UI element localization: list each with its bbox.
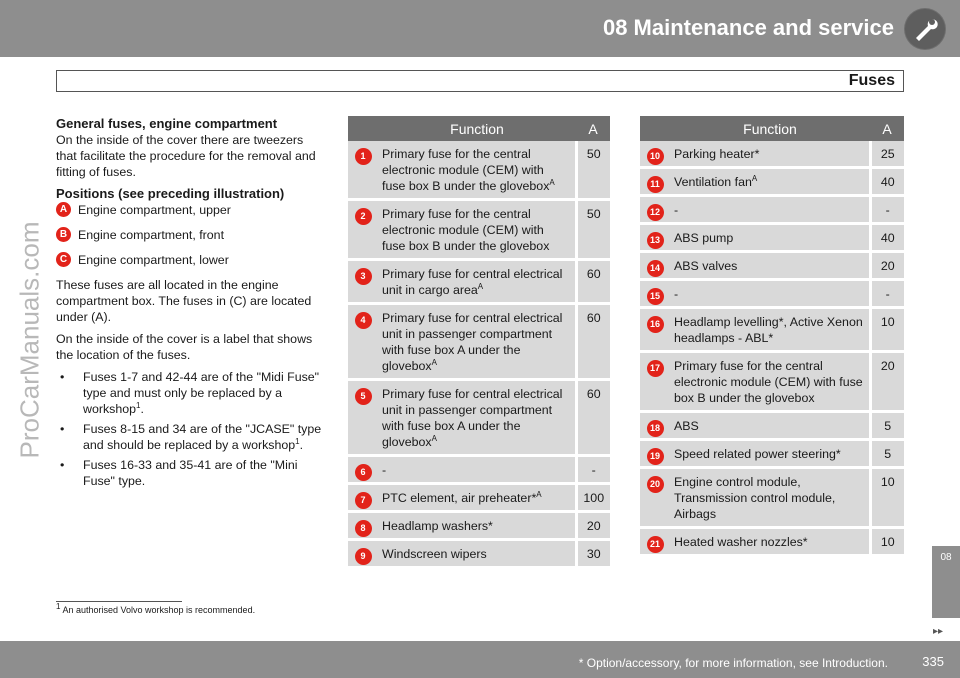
fuse-function-text: ABS pump [674, 231, 734, 245]
page-footer [0, 641, 960, 678]
fuse-function-cell [670, 252, 870, 280]
fuse-amperage-cell: - [576, 456, 610, 484]
fuse-function-cell [378, 304, 576, 380]
fuse-function-cell [378, 540, 576, 568]
position-item [56, 227, 324, 243]
table-row [348, 484, 610, 512]
position-item [56, 252, 324, 268]
fuse-function-footnote: A [549, 177, 555, 187]
table-row [348, 141, 610, 200]
fuse-number-badge: 14 [647, 260, 664, 277]
table-row [640, 352, 904, 412]
bullet-text: Fuses 8-15 and 34 are of the "JCASE" type and should be replaced by a workshop$^1$. [83, 422, 322, 452]
table-row [348, 260, 610, 304]
table-row [348, 456, 610, 484]
fuse-amperage-cell: 30 [576, 540, 610, 568]
fuse-number-cell [640, 468, 670, 528]
section-title: Fuses [848, 72, 895, 89]
side-tab-label: 08 [940, 552, 952, 563]
fuse-function-cell [670, 224, 870, 252]
heading-general-fuses: General fuses, engine compartment [56, 116, 278, 131]
fuse-function-text: Parking heater* [674, 147, 760, 161]
fuse-number-badge: 7 [355, 492, 372, 509]
footer-note: * Option/accessory, for more information, see Introduction. [578, 656, 888, 670]
fuse-function-footnote: A [536, 489, 542, 499]
fuse-function-footnote: A [751, 173, 758, 183]
bullet-item [56, 369, 324, 417]
position-badge-a: A [56, 202, 71, 217]
fuse-number-badge: 4 [355, 312, 372, 329]
fuse-amperage-cell: 60 [576, 304, 610, 380]
position-badge-c: C [56, 252, 71, 267]
table-row [640, 141, 904, 168]
fuse-function-text: Engine control module, Transmission control module, Airbags [674, 475, 836, 521]
fuse-function-text: ABS [674, 419, 699, 433]
fuse-number-cell [348, 380, 378, 456]
fuse-number-cell [640, 352, 670, 412]
table-body-left [348, 141, 610, 568]
fuse-function-footnote: A [431, 357, 437, 367]
table-header-row [640, 116, 904, 141]
footnote [56, 602, 256, 615]
fuse-function-text: Headlamp washers* [382, 519, 493, 533]
fuse-amperage-cell: 5 [870, 440, 904, 468]
next-page-arrows-icon[interactable]: ▸▸ [933, 626, 944, 637]
table-row [348, 200, 610, 260]
position-item [56, 202, 324, 218]
fuse-number-badge: 2 [355, 208, 372, 225]
bullet-text: Fuses 16-33 and 35-41 are of the "Mini Fuse" type. [83, 458, 298, 488]
fuse-function-cell [670, 141, 870, 168]
fuse-number-cell [640, 252, 670, 280]
fuse-function-text: Primary fuse for central electrical unit in passenger compartment with fuse box A under the glovebox [382, 387, 563, 449]
fuse-number-cell [348, 200, 378, 260]
table-row [348, 380, 610, 456]
table-body-right [640, 141, 904, 556]
heading-positions: Positions (see preceding illustration) [56, 186, 285, 201]
fuse-number-cell [640, 280, 670, 308]
fuse-number-badge: 13 [647, 232, 664, 249]
fuse-function-text: Primary fuse for the central electronic module (CEM) with fuse box B under the glovebox [382, 207, 550, 253]
fuse-function-cell [378, 141, 576, 200]
page-number: 335 [922, 654, 944, 669]
fuse-function-text: PTC element, air preheater* [382, 491, 537, 505]
fuse-function-cell [670, 168, 870, 196]
fuse-amperage-cell: 5 [870, 412, 904, 440]
fuse-number-cell [348, 141, 378, 200]
fuse-function-cell [670, 468, 870, 528]
bullet-glyph: • [60, 370, 65, 384]
watermark-text: ProCarManuals.com [14, 221, 45, 459]
bullet-item [56, 421, 324, 453]
fuse-amperage-cell: 60 [576, 380, 610, 456]
bullet-glyph: • [60, 458, 65, 472]
footnote-divider [56, 601, 182, 602]
fuse-number-badge: 3 [355, 268, 372, 285]
fuse-number-badge: 9 [355, 548, 372, 565]
fuse-amperage-cell: 60 [576, 260, 610, 304]
table-row [640, 528, 904, 556]
fuse-number-cell [640, 412, 670, 440]
fuse-amperage-cell: 25 [870, 141, 904, 168]
fuse-amperage-cell: - [870, 196, 904, 224]
table-row [640, 412, 904, 440]
fuse-amperage-cell: 100 [576, 484, 610, 512]
table-row [640, 280, 904, 308]
bullet-glyph: • [60, 422, 65, 436]
fuse-number-cell [640, 224, 670, 252]
table-header-row [348, 116, 610, 141]
fuse-function-cell [378, 200, 576, 260]
table-row [348, 540, 610, 568]
fuse-number-cell [348, 304, 378, 380]
fuse-function-cell [670, 308, 870, 352]
fuse-number-badge: 20 [647, 476, 664, 493]
section-bar [56, 70, 904, 92]
fuse-function-cell [378, 484, 576, 512]
fuse-function-text: Primary fuse for the central electronic module (CEM) with fuse box B under the glovebox [674, 359, 863, 405]
fuse-function-text: Primary fuse for central electrical unit in passenger compartment with fuse box A under the glovebox [382, 311, 563, 373]
table-row [640, 440, 904, 468]
fuse-number-cell [348, 484, 378, 512]
wrench-icon [904, 8, 946, 50]
fuse-function-text: Headlamp levelling*, Active Xenon headlamps - ABL* [674, 315, 863, 345]
bullet-text: Fuses 1-7 and 42-44 are of the "Midi Fuse" type and must only be replaced by a workshop$^1$. [83, 370, 320, 416]
footnote-text: An authorised Volvo workshop is recommended. [62, 605, 256, 615]
table-row [640, 224, 904, 252]
fuse-number-cell [640, 196, 670, 224]
fuse-amperage-cell: 40 [870, 168, 904, 196]
fuse-function-text: Primary fuse for central electrical unit in cargo area [382, 267, 563, 297]
table-row [640, 196, 904, 224]
fuse-function-cell [670, 280, 870, 308]
fuse-amperage-cell: 50 [576, 141, 610, 200]
table-row [640, 308, 904, 352]
position-label: Engine compartment, upper [78, 203, 231, 217]
fuse-number-cell [640, 141, 670, 168]
fuse-amperage-cell: 20 [870, 252, 904, 280]
header-function: Function [378, 116, 576, 141]
fuse-function-cell [670, 528, 870, 556]
table-row [348, 512, 610, 540]
fuse-function-footnote: A [431, 433, 437, 443]
paragraph-location: These fuses are all located in the engine compartment box. The fuses in (C) are located under (A). [56, 278, 312, 324]
fuse-number-cell [348, 540, 378, 568]
fuse-number-cell [640, 440, 670, 468]
fuse-function-text: Speed related power steering* [674, 447, 841, 461]
chapter-side-tab[interactable] [932, 546, 960, 618]
fuse-number-cell [348, 512, 378, 540]
fuse-amperage-cell: 50 [576, 200, 610, 260]
fuse-amperage-cell: 10 [870, 468, 904, 528]
text-column [56, 116, 324, 493]
chapter-title: 08 Maintenance and service [602, 15, 894, 40]
fuse-amperage-cell: 20 [870, 352, 904, 412]
fuse-function-text: Windscreen wipers [382, 547, 487, 561]
position-label: Engine compartment, front [78, 228, 225, 242]
fuse-number-badge: 10 [647, 148, 664, 165]
fuse-function-text: Primary fuse for the central electronic module (CEM) with fuse box B under the glovebox [382, 147, 550, 193]
header-num [348, 116, 378, 141]
fuse-number-badge: 18 [647, 420, 664, 437]
fuse-number-cell [348, 456, 378, 484]
fuse-function-cell [378, 260, 576, 304]
fuse-table-right [640, 116, 904, 557]
fuse-number-badge: 12 [647, 204, 664, 221]
fuse-number-badge: 6 [355, 464, 372, 481]
paragraph-tweezers: On the inside of the cover there are tweezers that facilitate the procedure for the removal and fitting of fuses. [56, 133, 316, 179]
fuse-function-text: Ventilation fan [674, 175, 752, 189]
fuse-number-badge: 16 [647, 316, 664, 333]
fuse-amperage-cell: 10 [870, 528, 904, 556]
bullet-item [56, 457, 324, 489]
fuse-function-cell [378, 512, 576, 540]
fuse-function-text: - [674, 203, 679, 217]
fuse-number-badge: 19 [647, 448, 664, 465]
fuse-function-text: - [674, 287, 679, 301]
fuse-number-badge: 1 [355, 148, 372, 165]
position-label: Engine compartment, lower [78, 253, 229, 267]
fuse-amperage-cell: 10 [870, 308, 904, 352]
table-row [640, 468, 904, 528]
footnote-number: 1 [56, 602, 61, 611]
table-row [640, 168, 904, 196]
fuse-number-badge: 5 [355, 388, 372, 405]
position-badge-b: B [56, 227, 71, 242]
fuse-amperage-cell: - [870, 280, 904, 308]
fuse-function-cell [378, 380, 576, 456]
fuse-function-cell [670, 352, 870, 412]
header-num [640, 116, 670, 141]
fuse-amperage-cell: 20 [576, 512, 610, 540]
header-amp: A [870, 116, 904, 141]
fuse-amperage-cell: 40 [870, 224, 904, 252]
fuse-number-cell [640, 528, 670, 556]
paragraph-label: On the inside of the cover is a label that shows the location of the fuses. [56, 332, 313, 362]
header-function: Function [670, 116, 870, 141]
fuse-number-badge: 8 [355, 520, 372, 537]
fuse-number-cell [348, 260, 378, 304]
fuse-number-badge: 11 [647, 176, 664, 193]
fuse-function-cell [670, 412, 870, 440]
page-header [0, 0, 960, 57]
watermark [10, 120, 50, 560]
header-amp: A [576, 116, 610, 141]
table-row [640, 252, 904, 280]
fuse-table-left [348, 116, 610, 569]
fuse-number-cell [640, 168, 670, 196]
fuse-number-badge: 15 [647, 288, 664, 305]
fuse-function-text: - [382, 463, 387, 477]
fuse-number-badge: 21 [647, 536, 664, 553]
fuse-function-cell [670, 440, 870, 468]
table-row [348, 304, 610, 380]
fuse-function-text: ABS valves [674, 259, 738, 273]
fuse-function-cell [670, 196, 870, 224]
fuse-number-badge: 17 [647, 360, 664, 377]
fuse-number-cell [640, 308, 670, 352]
fuse-function-footnote: A [477, 281, 484, 291]
fuse-function-text: Heated washer nozzles* [674, 535, 808, 549]
fuse-function-cell [378, 456, 576, 484]
